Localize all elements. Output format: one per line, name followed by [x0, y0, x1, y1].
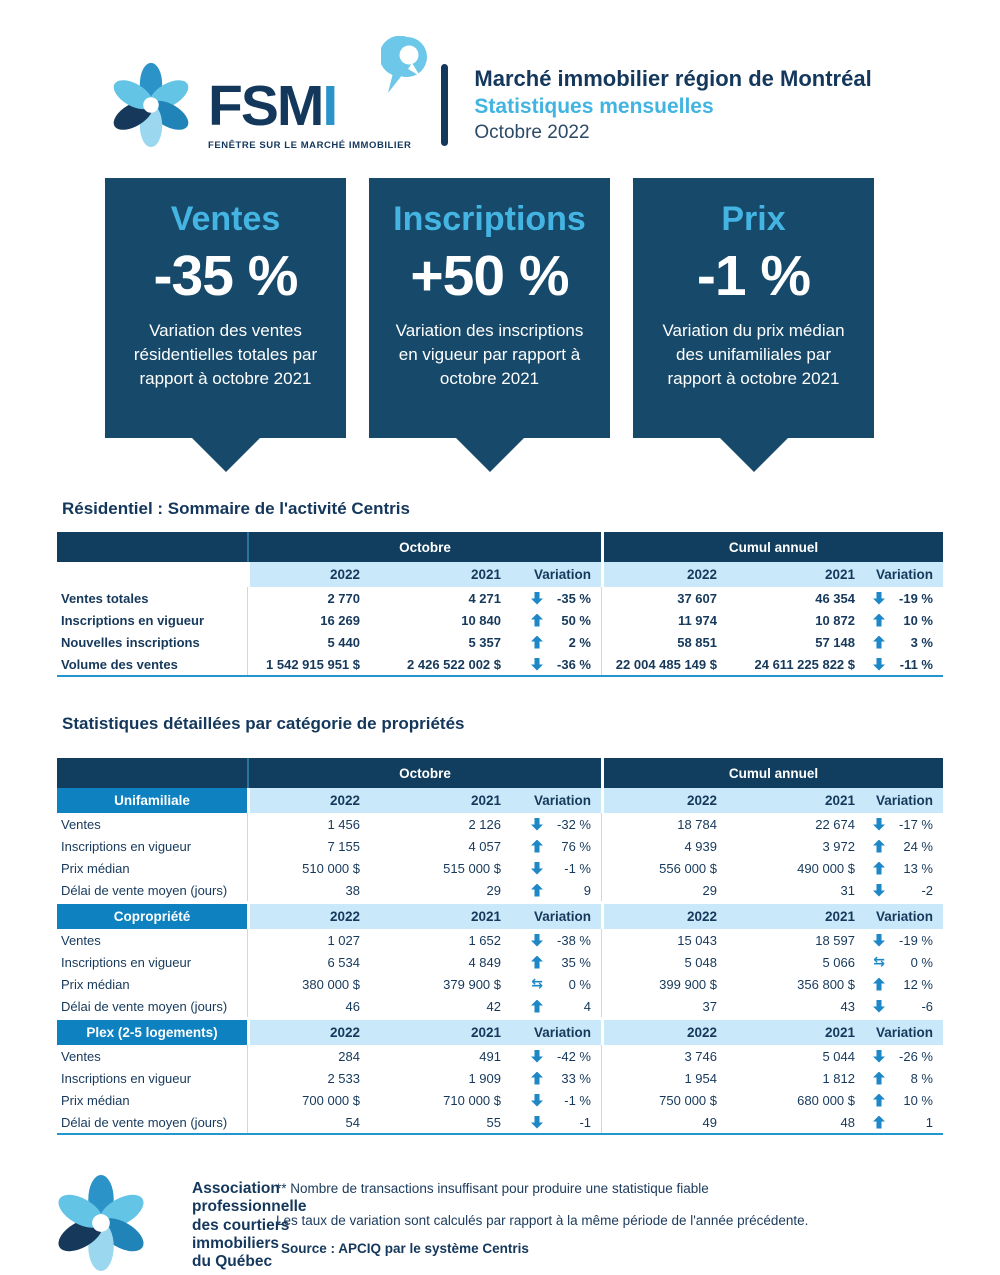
oct-2022-value: 284 [247, 1045, 368, 1067]
oct-variation [509, 631, 601, 653]
variation-value: 13 % [903, 860, 933, 876]
oct-2022-value: 2 770 [247, 587, 368, 609]
row-label: Inscriptions en vigueur [61, 612, 205, 628]
trend-arrow-icon [873, 1000, 885, 1013]
trend-arrow-icon [531, 956, 543, 969]
callout-description: Variation des ventes résidentielles totales par rapport à octobre 2021 [133, 321, 318, 389]
trend-arrow-icon [531, 934, 543, 947]
org-line: immobiliers [192, 1234, 279, 1252]
cum-2022-value: 18 784 [601, 813, 725, 835]
cum-2022-value: 11 974 [601, 609, 725, 631]
variation-value: -11 % [899, 656, 933, 672]
oct-2022-value: 1 542 915 951 $ [247, 653, 368, 675]
cum-variation [863, 995, 943, 1017]
trend-arrow-icon [531, 1072, 543, 1085]
cum-2021-value: 18 597 [815, 932, 855, 948]
cum-2021-value: 24 611 225 822 $ [754, 656, 855, 672]
cum-2021-value: 490 000 $ [797, 860, 855, 876]
col-cum-2022: 2022 [601, 788, 725, 813]
trend-arrow-icon [531, 658, 543, 671]
table-row [57, 857, 943, 879]
group-header-empty [57, 758, 247, 788]
cum-2022-value: 58 851 [601, 631, 725, 653]
source-note: Source : APCIQ par le système Centris [281, 1241, 529, 1256]
trend-arrow-icon [873, 884, 885, 897]
cum-2021-value: 5 044 [822, 1048, 855, 1064]
variation-value: -32 % [557, 816, 591, 832]
callout-title: Ventes [170, 200, 281, 238]
table-row [57, 951, 943, 973]
oct-variation [509, 929, 601, 951]
variation-value: 3 % [910, 634, 933, 650]
variation-value: -35 % [557, 590, 591, 606]
oct-2021-value: 4 849 [468, 954, 501, 970]
variation-value: 4 [583, 998, 591, 1014]
trend-arrow-icon [873, 978, 885, 991]
col-cum-variation: Variation [863, 1020, 943, 1045]
category-header-row [57, 904, 943, 929]
cum-variation [863, 587, 943, 609]
col-oct-2021: 2021 [368, 1020, 509, 1045]
table-row [57, 813, 943, 835]
oct-2022-value: 5 440 [247, 631, 368, 653]
table-row [57, 609, 943, 631]
oct-2021-value: 491 [479, 1048, 501, 1064]
cum-2021-value: 356 800 $ [797, 976, 855, 992]
oct-2022-value: 46 [247, 995, 368, 1017]
table-row [57, 1089, 943, 1111]
oct-variation [509, 951, 601, 973]
trend-arrow-icon [531, 1000, 543, 1013]
col-oct-variation: Variation [509, 1020, 601, 1045]
brand-i: I [322, 74, 337, 138]
oct-2021-value: 515 000 $ [443, 860, 501, 876]
col-oct-2021: 2021 [368, 788, 509, 813]
org-line: Association [192, 1180, 280, 1197]
page-subtitle: Statistiques mensuelles [474, 94, 714, 118]
callout-description: Variation des inscriptions en vigueur par rapport à octobre 2021 [395, 321, 584, 389]
variation-value: -36 % [557, 656, 591, 672]
col-oct-variation: Variation [509, 788, 601, 813]
org-line: du Québec [192, 1253, 273, 1271]
col-cum-variation: Variation [863, 788, 943, 813]
variation-value: -6 [921, 998, 933, 1014]
oct-2021-value: 379 900 $ [443, 976, 501, 992]
trend-arrow-icon [873, 862, 885, 875]
oct-variation [509, 1111, 601, 1133]
col-cum-variation: Variation [863, 562, 943, 587]
group-header-cumul: Cumul annuel [601, 532, 943, 562]
col-cum-2022: 2022 [601, 562, 725, 587]
oct-2021-value: 55 [486, 1114, 501, 1130]
oct-variation [509, 857, 601, 879]
oct-variation [509, 973, 601, 995]
variation-value: -1 % [564, 860, 591, 876]
cum-2022-value: 49 [601, 1111, 725, 1133]
callout-value: -35 % [153, 244, 298, 308]
row-label: Ventes totales [61, 590, 149, 606]
oct-2022-value: 510 000 $ [247, 857, 368, 879]
variation-value: -38 % [557, 932, 591, 948]
variation-value: 8 % [910, 1070, 933, 1086]
table-row [57, 1111, 943, 1133]
cum-2022-value: 750 000 $ [601, 1089, 725, 1111]
oct-variation [509, 609, 601, 631]
callout-description: Variation du prix médian des unifamiliales par rapport à octobre 2021 [662, 321, 845, 389]
col-cum-2022: 2022 [601, 1020, 725, 1045]
variation-value: 33 % [561, 1070, 591, 1086]
cum-variation [863, 1089, 943, 1111]
table-row [57, 973, 943, 995]
callout-title: Inscriptions [393, 200, 586, 238]
oct-2021-value: 710 000 $ [443, 1092, 501, 1108]
variation-value: 0 % [910, 954, 933, 970]
callout-value: +50 % [410, 244, 569, 308]
cum-variation [863, 653, 943, 675]
trend-arrow-icon [873, 818, 885, 831]
oct-variation [509, 879, 601, 901]
cum-2022-value: 15 043 [601, 929, 725, 951]
trend-arrow-icon [873, 1050, 885, 1063]
oct-2022-value: 38 [247, 879, 368, 901]
col-oct-2022: 2022 [247, 904, 368, 929]
cum-variation [863, 951, 943, 973]
cum-2022-value: 37 [601, 995, 725, 1017]
table-row [57, 587, 943, 609]
callout-title: Prix [721, 200, 786, 238]
row-label: Délai de vente moyen (jours) [61, 1114, 228, 1130]
header-titles [474, 66, 871, 144]
brand-tagline: FENÊTRE SUR LE MARCHÉ IMMOBILIER [208, 140, 412, 151]
oct-2022-value: 6 534 [247, 951, 368, 973]
oct-2021-value: 2 126 [468, 816, 501, 832]
col-cum-variation: Variation [863, 904, 943, 929]
oct-2022-value: 700 000 $ [247, 1089, 368, 1111]
variation-value: -2 [921, 882, 933, 898]
table-row [57, 1067, 943, 1089]
row-label: Prix médian [61, 976, 130, 992]
table-row [57, 995, 943, 1017]
row-label: Volume des ventes [61, 656, 178, 672]
cum-variation [863, 1111, 943, 1133]
trend-arrow-icon [531, 818, 543, 831]
row-label: Ventes [61, 932, 101, 948]
summary-table-heading: Résidentiel : Sommaire de l'activité Centris [62, 499, 410, 518]
category-label: Plex (2-5 logements) [57, 1020, 247, 1045]
cum-2021-value: 43 [840, 998, 855, 1014]
cum-variation [863, 879, 943, 901]
trend-arrow-icon [531, 1094, 543, 1107]
cum-variation [863, 813, 943, 835]
variation-value: 10 % [903, 1092, 933, 1108]
row-label: Inscriptions en vigueur [61, 1070, 192, 1086]
oct-2022-value: 380 000 $ [247, 973, 368, 995]
cum-2021-value: 3 972 [822, 838, 855, 854]
cum-variation [863, 973, 943, 995]
col-cum-2021: 2021 [725, 904, 863, 929]
page-title: Marché immobilier région de Montréal [474, 65, 872, 91]
oct-variation [509, 1045, 601, 1067]
variation-value: 0 % [568, 976, 591, 992]
trend-arrow-icon [873, 1094, 885, 1107]
kpi-callouts [105, 178, 874, 438]
col-oct-variation: Variation [509, 562, 601, 587]
cum-2022-value: 1 954 [601, 1067, 725, 1089]
col-cum-2022: 2022 [601, 904, 725, 929]
table-row [57, 879, 943, 901]
oct-2022-value: 7 155 [247, 835, 368, 857]
callout-tail [455, 437, 525, 472]
cum-2022-value: 556 000 $ [601, 857, 725, 879]
oct-2021-value: 4 057 [468, 838, 501, 854]
oct-2022-value: 54 [247, 1111, 368, 1133]
trend-arrow-icon [531, 840, 543, 853]
apciq-logo [52, 1174, 150, 1272]
table-row [57, 929, 943, 951]
oct-2022-value: 16 269 [247, 609, 368, 631]
row-label: Ventes [61, 1048, 101, 1064]
cum-variation [863, 1045, 943, 1067]
detail-table [57, 758, 943, 1135]
trend-arrow-icon [873, 840, 885, 853]
row-label: Nouvelles inscriptions [61, 634, 200, 650]
cum-2022-value: 22 004 485 149 $ [601, 653, 725, 675]
report-period: Octobre 2022 [474, 121, 590, 143]
col-cum-2021: 2021 [725, 1020, 863, 1045]
cum-variation [863, 631, 943, 653]
header-divider [441, 64, 448, 146]
variation-value: -19 % [899, 932, 933, 948]
trend-arrow-icon [873, 658, 885, 671]
org-line: professionnelle [192, 1198, 307, 1216]
group-header-octobre: Octobre [247, 532, 601, 562]
oct-variation [509, 835, 601, 857]
oct-variation [509, 653, 601, 675]
variation-value: -1 % [564, 1092, 591, 1108]
variation-value: 76 % [561, 838, 591, 854]
detail-table-heading: Statistiques détaillées par catégorie de propriétés [62, 714, 465, 733]
oct-2021-value: 10 840 [461, 612, 501, 628]
trend-arrow-icon [873, 1116, 885, 1129]
variation-value: 24 % [903, 838, 933, 854]
fsmi-wordmark [208, 58, 411, 151]
variation-value: 12 % [903, 976, 933, 992]
oct-2022-value: 1 027 [247, 929, 368, 951]
oct-variation [509, 813, 601, 835]
row-label: Délai de vente moyen (jours) [61, 882, 228, 898]
cum-2022-value: 3 746 [601, 1045, 725, 1067]
cum-2021-value: 31 [840, 882, 855, 898]
col-oct-2021: 2021 [368, 562, 509, 587]
cum-variation [863, 609, 943, 631]
oct-variation [509, 1089, 601, 1111]
oct-2021-value: 4 271 [468, 590, 501, 606]
trend-arrow-icon [531, 592, 543, 605]
variation-value: -17 % [899, 816, 933, 832]
row-label: Prix médian [61, 1092, 130, 1108]
variation-value: 9 [583, 882, 591, 898]
row-label: Inscriptions en vigueur [61, 838, 192, 854]
col-cum-2021: 2021 [725, 562, 863, 587]
variation-value: 2 % [568, 634, 591, 650]
footnote-variation-method: Les taux de variation sont calculés par rapport à la même période de l'année précédente. [276, 1213, 809, 1228]
cum-variation [863, 1067, 943, 1089]
report-header [108, 58, 872, 151]
callout-prix [633, 178, 874, 438]
cum-2021-value: 680 000 $ [797, 1092, 855, 1108]
trend-arrow-icon [873, 636, 885, 649]
group-header-cumul: Cumul annuel [601, 758, 943, 788]
cum-2021-value: 5 066 [822, 954, 855, 970]
cum-variation [863, 929, 943, 951]
row-label: Inscriptions en vigueur [61, 954, 192, 970]
table-row [57, 1045, 943, 1067]
trend-arrow-icon [873, 592, 885, 605]
col-oct-2022: 2022 [247, 562, 368, 587]
variation-value: 1 [925, 1114, 933, 1130]
table-row [57, 835, 943, 857]
oct-2022-value: 1 456 [247, 813, 368, 835]
oct-2021-value: 1 909 [468, 1070, 501, 1086]
callout-tail [719, 437, 789, 472]
brand-text [208, 74, 411, 138]
column-header-empty [57, 562, 247, 587]
brand-fsm: FSM [208, 74, 323, 138]
trend-arrow-icon [531, 614, 543, 627]
cum-2021-value: 57 148 [815, 634, 855, 650]
group-header-empty [57, 532, 247, 562]
cum-2021-value: 48 [840, 1114, 855, 1130]
oct-2021-value: 42 [486, 998, 501, 1014]
cum-2022-value: 5 048 [601, 951, 725, 973]
trend-arrow-icon [873, 614, 885, 627]
oct-2021-value: 29 [486, 882, 501, 898]
cum-2022-value: 37 607 [601, 587, 725, 609]
category-header-row [57, 788, 943, 813]
summary-table [57, 532, 943, 677]
variation-value: 50 % [561, 612, 591, 628]
oct-2021-value: 5 357 [468, 634, 501, 650]
column-header-row [57, 562, 943, 587]
trend-arrow-icon [873, 1072, 885, 1085]
trend-arrow-icon [531, 636, 543, 649]
callout-tail [191, 437, 261, 472]
category-label: Unifamiliale [57, 788, 247, 813]
table-row [57, 653, 943, 675]
cum-2022-value: 4 939 [601, 835, 725, 857]
callout-inscriptions [369, 178, 610, 438]
oct-2022-value: 2 533 [247, 1067, 368, 1089]
col-oct-2022: 2022 [247, 1020, 368, 1045]
group-header-row [57, 758, 943, 788]
footnote-insufficient-transactions: ** Nombre de transactions insuffisant pour produire une statistique fiable [276, 1181, 709, 1196]
group-header-octobre: Octobre [247, 758, 601, 788]
category-label: Copropriété [57, 904, 247, 929]
col-oct-2021: 2021 [368, 904, 509, 929]
org-line: des courtiers [192, 1216, 290, 1234]
table-row [57, 631, 943, 653]
variation-value: 35 % [561, 954, 591, 970]
trend-arrow-icon [531, 1116, 543, 1129]
oct-2021-value: 1 652 [468, 932, 501, 948]
group-header-row [57, 532, 943, 562]
fsmi-pinwheel-icon [108, 62, 194, 148]
category-header-row [57, 1020, 943, 1045]
trend-arrow-icon [531, 884, 543, 897]
oct-variation [509, 1067, 601, 1089]
cum-2022-value: 29 [601, 879, 725, 901]
callout-value: -1 % [696, 244, 811, 308]
trend-arrow-icon [531, 862, 543, 875]
variation-value: 10 % [903, 612, 933, 628]
cum-variation [863, 857, 943, 879]
cum-2021-value: 1 812 [822, 1070, 855, 1086]
oct-2021-value: 2 426 522 002 $ [407, 656, 501, 672]
col-cum-2021: 2021 [725, 788, 863, 813]
variation-value: -26 % [899, 1048, 933, 1064]
variation-value: -19 % [899, 590, 933, 606]
cum-2022-value: 399 900 $ [601, 973, 725, 995]
variation-value: -1 [579, 1114, 591, 1130]
cum-2021-value: 10 872 [815, 612, 855, 628]
col-oct-2022: 2022 [247, 788, 368, 813]
trend-arrow-icon: ⇆ [531, 975, 543, 992]
trend-arrow-icon: ⇆ [873, 953, 885, 970]
trend-arrow-icon [873, 934, 885, 947]
cum-2021-value: 22 674 [815, 816, 855, 832]
oct-variation [509, 995, 601, 1017]
variation-value: -42 % [557, 1048, 591, 1064]
row-label: Délai de vente moyen (jours) [61, 998, 228, 1014]
cum-2021-value: 46 354 [815, 590, 855, 606]
trend-arrow-icon [531, 1050, 543, 1063]
row-label: Ventes [61, 816, 101, 832]
oct-variation [509, 587, 601, 609]
col-oct-variation: Variation [509, 904, 601, 929]
callout-ventes [105, 178, 346, 438]
cum-variation [863, 835, 943, 857]
row-label: Prix médian [61, 860, 130, 876]
